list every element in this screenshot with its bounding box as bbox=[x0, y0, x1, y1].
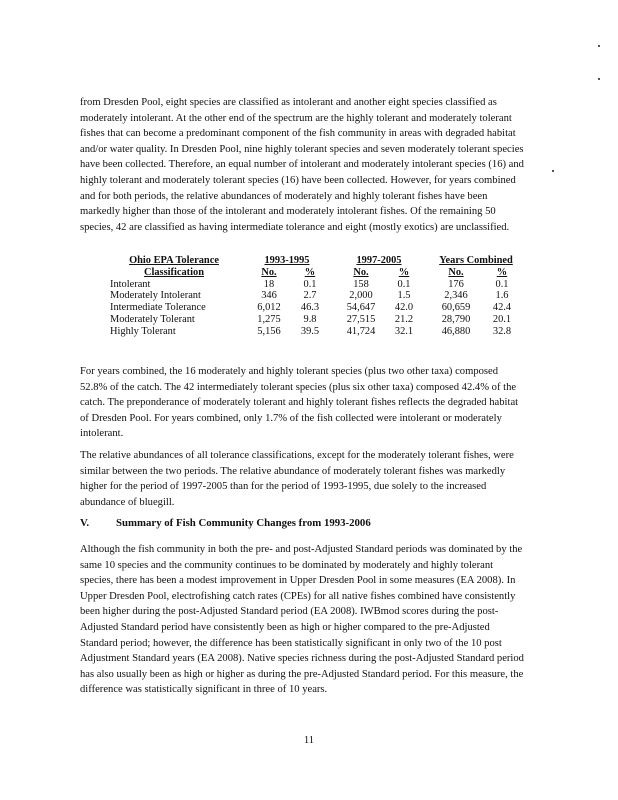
table-row: Highly Tolerant 5,156 39.5 41,724 32.1 46,880 32.8 bbox=[110, 325, 512, 337]
table-row: Moderately Tolerant 1,275 9.8 27,515 21.2 28,790 20.1 bbox=[110, 313, 512, 325]
paragraph-summary: Although the fish community in both the pre- and post-Adjusted Standard periods was dominated by the same 10 species and the community continues to be dominated by moderately and highly tolerant species, there has been a modest improvement in Upper Dresden Pool in some measures (EA 2008). In Upper Dresden Pool, electrofishing catch rates (CPEs) for all native fishes combined have consistently been higher during the post-Adjusted Standard period (EA 2008). IWBmod scores during the post-Adjusted Standard period have consistently been as high or higher compared to the pre-Adjusted Standard period; however, the difference has been statistically significant in only two of the 10 post Adjustment Standard years (EA 2008). Native species richness during the post-Adjusted Standard period has also usually been as high or higher as during the pre-Adjusted Standard period. For this measure, the difference was statistically significant in three of 10 years. bbox=[80, 544, 524, 696]
section-number: V. bbox=[80, 517, 90, 529]
table-header-row bbox=[110, 255, 522, 267]
scan-speck bbox=[598, 45, 600, 47]
section-title: Summary of Fish Community Changes from 1993-2006 bbox=[116, 517, 371, 529]
table-header-period-2: 1997-2005 bbox=[356, 255, 402, 266]
tolerance-table bbox=[110, 255, 522, 338]
scan-speck bbox=[552, 170, 554, 172]
paragraph-relative-abundance: The relative abundances of all tolerance classifications, except for the moderately tolerant fishes, were similar between the two periods. The relative abundance of moderately tolerant fishes was markedly higher for the period of 1997-2005 than for the period of 1993-1995, due solely to the increased abundance of bluegill. bbox=[80, 450, 514, 508]
table-subheader: % bbox=[496, 266, 508, 278]
table-row: Intolerant 18 0.1 158 0.1 176 0.1 bbox=[110, 278, 509, 290]
table-header-period-1: 1993-1995 bbox=[264, 255, 310, 266]
scan-speck bbox=[598, 78, 600, 80]
table-subheader: % bbox=[398, 266, 410, 278]
paragraph-tolerance-intro: from Dresden Pool, eight species are classified as intolerant and another eight species classified as moderately intolerant. At the other end of the spectrum are the highly tolerant and moderately tolerant fishes that can become a predominant component of the fish community in areas with degraded habitat and/or water quality. In Dresden Pool, nine highly tolerant species and seven moderately tolerant species have been collected. Therefore, an equal number of intolerant and moderately intolerant species (16) and highly tolerant and moderately tolerant species (16) have been collected. However, for years combined and for both periods, the relative abundances of moderately and highly tolerant fishes have been markedly higher than those of the intolerant and moderately intolerant fishes. Of the remaining 50 species, 42 are classified as having intermediate tolerance and eight (mostly exotics) are unclassified. bbox=[80, 97, 524, 233]
table-row: Moderately Intolerant 346 2.7 2,000 1.5 2,346 1.6 bbox=[110, 290, 509, 302]
table-header-period-combined: Years Combined bbox=[439, 255, 513, 266]
table-subheader: No. bbox=[448, 266, 464, 278]
paragraph-years-combined: For years combined, the 16 moderately and highly tolerant species (plus two other taxa) composed 52.8% of the catch. The 42 intermediately tolerant species (plus six other taxa) composed 42.4% of the catch. The preponderance of moderately tolerant and highly tolerant fishes reflects the degraded habitat of Dresden Pool. For years combined, only 1.7% of the fish collected were intolerant or moderately intolerant. bbox=[80, 366, 519, 440]
section-heading bbox=[80, 517, 371, 529]
table-header-classification: Ohio EPA Tolerance bbox=[129, 255, 219, 266]
table-row: Intermediate Tolerance 6,012 46.3 54,647 42.0 60,659 42.4 bbox=[110, 302, 512, 314]
table-subheader: No. bbox=[353, 266, 369, 278]
table-subheader-row bbox=[110, 267, 522, 279]
page-number: 11 bbox=[303, 735, 315, 746]
table-subheader: No. bbox=[261, 266, 277, 278]
table-subheader: % bbox=[304, 266, 316, 278]
table-header-classification-line2: Classification bbox=[143, 266, 205, 278]
